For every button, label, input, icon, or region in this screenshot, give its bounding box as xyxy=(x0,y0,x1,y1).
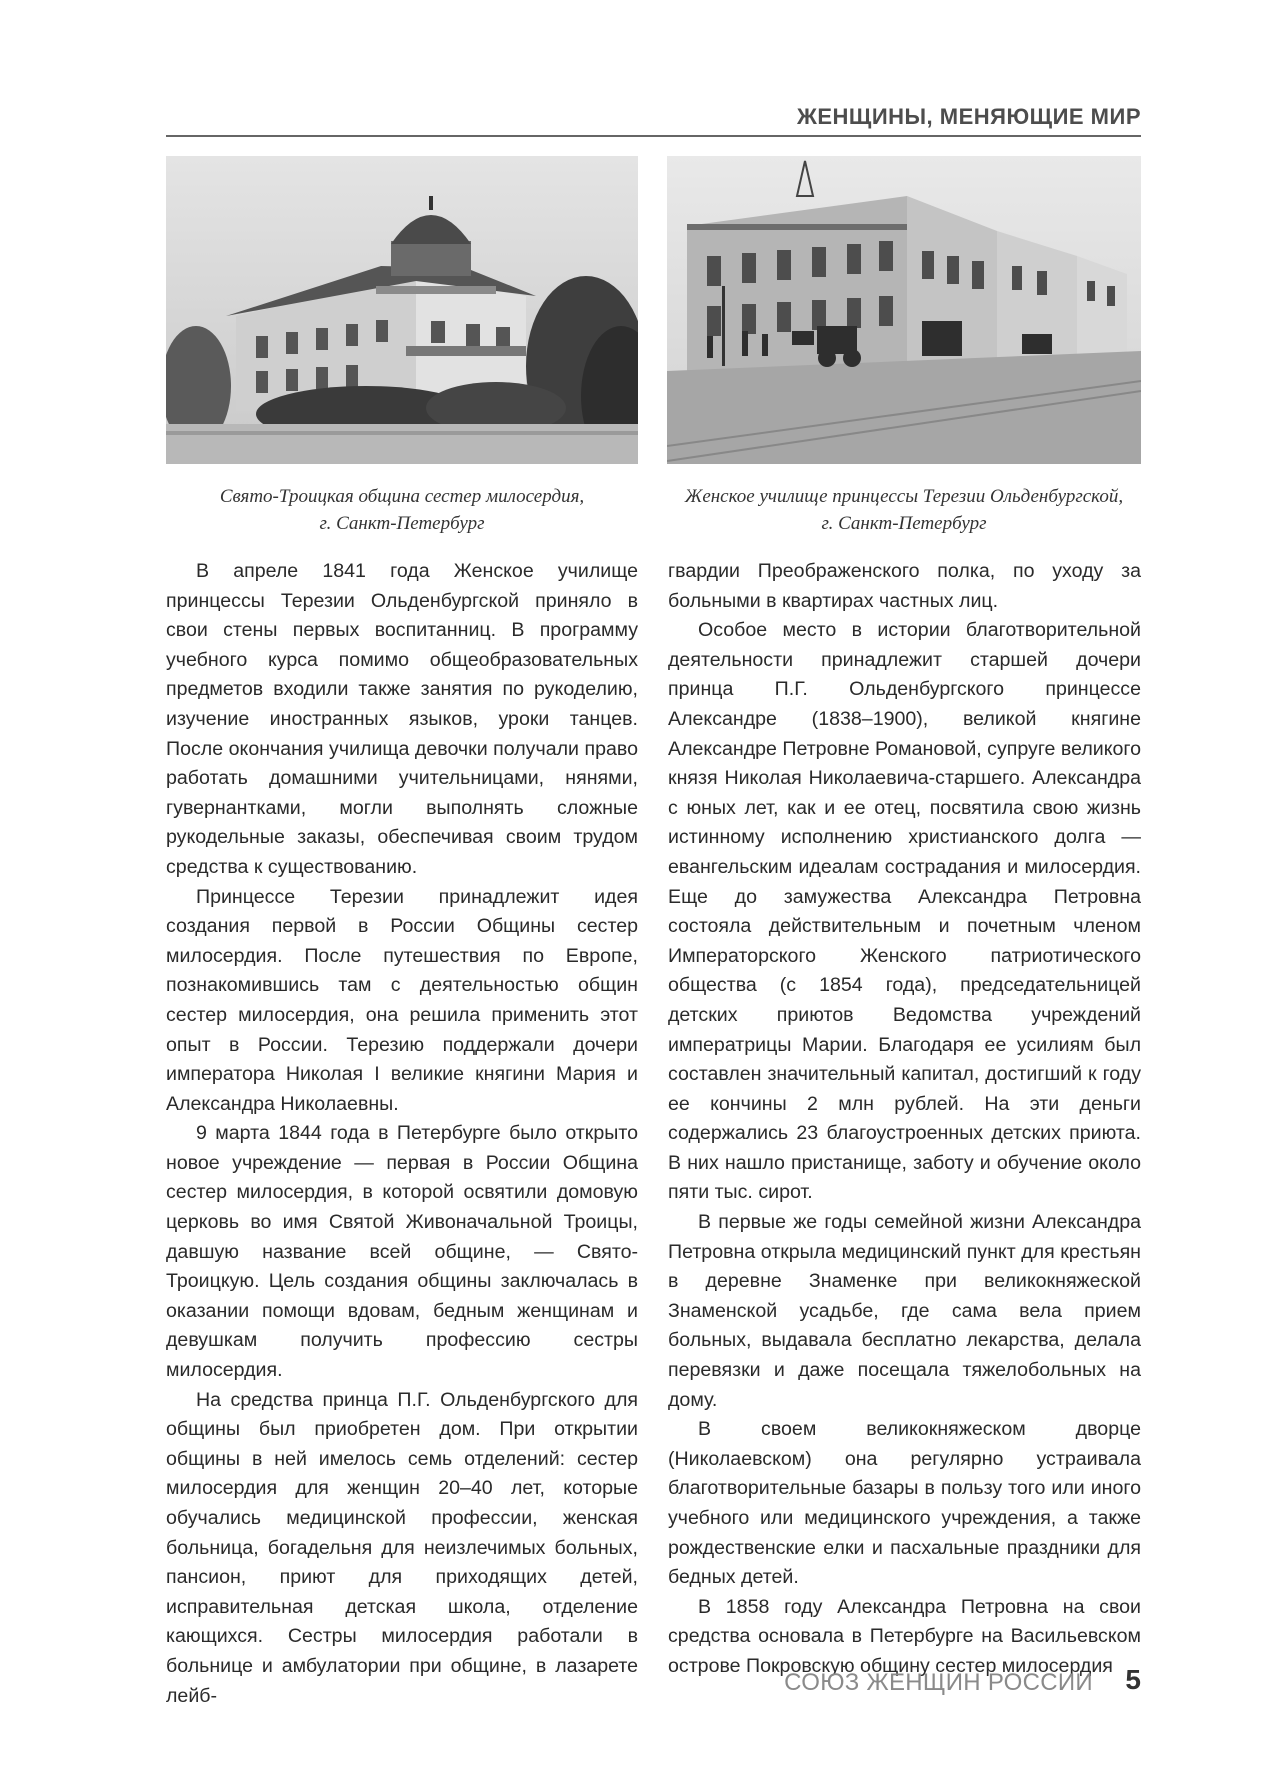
body-paragraph: Принцессе Терезии принадлежит идея создания первой в России Общины сестер милосердия. После путешествия по Европе, познакомившись там с деятельностью общин сестер милосердия, она решила применить этот опыт в России. Терезию поддержали дочери императора Николая I великие княгини Мария и Александра Николаевны. xyxy=(166,885,638,1115)
caption-line: г. Санкт-Петербург xyxy=(319,513,485,534)
right-column xyxy=(668,557,1141,1682)
caption-line: Свято-Троицкая община сестер милосердия, xyxy=(219,486,585,507)
page-number: 5 xyxy=(1125,1664,1141,1695)
body-paragraph: В апреле 1841 года Женское училище принцессы Терезии Ольденбургской приняло в свои стены первых воспитанниц. В программу учебного курса помимо общеобразовательных предметов входили также занятия по рукоделию, изучение иностранных языков, уроки танцев. После окончания училища девочки получали право работать домашними учительницами, нянями, гувернантками, могли выполнять сложные рукодельные заказы, обеспечивая своим трудом средства к существованию. xyxy=(166,560,638,878)
header-rule xyxy=(166,135,1141,137)
body-paragraph: Особое место в истории благотворительной деятельности принадлежит старшей дочери принца П.Г. Ольденбургского принцессе Александре (1838–1900), великой княгине Александре Петровне Романовой, супруге великого князя Николая Николаевича-старшего. Александра с юных лет, как и ее отец, посвятила свою жизнь истинному исполнению христианского долга — евангельским идеалам сострадания и милосердия. Еще до замужества Александра Петровна состояла действительным и почетным членом Императорского Женского патриотического общества (с 1854 года), председательницей детских приютов Ведомства учреждений императрицы Марии. Благодаря ее усилиям был составлен значительный капитал, достигший к году ее кончины 2 млн рублей. На эти деньги содержались 23 благоустроенных детских приюта. В них нашло пристанище, заботу и обучение около пяти тыс. сирот. xyxy=(668,619,1142,1204)
caption-line: г. Санкт-Петербург xyxy=(821,513,987,534)
body-paragraph: В 1858 году Александра Петровна на свои средства основала в Петербурге на Васильевском острове Покровскую общину сестер милосердия xyxy=(668,1595,1141,1677)
body-paragraph: В своем великокняжеском дворце (Николаевском) она регулярно устраивала благотворительные базары в пользу того или иного учебного или медицинского учреждения, а также рождественские елки и пасхальные праздники для бедных детей. xyxy=(668,1418,1141,1589)
figure-caption-right xyxy=(667,483,1141,537)
caption-line: Женское училище принцессы Терезии Ольденбургской, xyxy=(684,486,1124,507)
body-paragraph: В первые же годы семейной жизни Александра Петровна открыла медицинский пункт для крестьян в деревне Знаменке при великокняжеской Знаменской усадьбе, где сама вела прием больных, выдавала бесплатно лекарства, делала перевязки и даже посещала тяжелобольных на дому. xyxy=(668,1211,1141,1411)
zhenskoe-uchilishche-photo xyxy=(667,156,1141,464)
svyato-troitskaya-obshchina-photo xyxy=(166,156,638,464)
body-paragraph: 9 марта 1844 года в Петербурге было открыто новое учреждение — первая в России Община сестер милосердия, в которой освятили домовую церковь во имя Святой Живоначальной Троицы, давшую название всей общине, — Свято-Троицкую. Цель создания общины заключалась в оказании помощи вдовам, бедным женщинам и девушкам получить профессию сестры милосердия. xyxy=(166,1122,638,1382)
running-header: ЖЕНЩИНЫ, МЕНЯЮЩИЕ МИР xyxy=(796,104,1141,129)
left-column xyxy=(166,557,638,1711)
figure-caption-left xyxy=(166,483,638,537)
footer-publication-title: СОЮЗ ЖЕНЩИН РОССИИ xyxy=(784,1669,1093,1696)
body-paragraph: На средства принца П.Г. Ольденбургского для общины был приобретен дом. При открытии общины в ней имелось семь отделений: сестер милосердия для женщин 20–40 лет, которые обучались медицинской профессии, женская больница, богадельня для неизлечимых больных, пансион, приют для приходящих детей, исправительная детская школа, отделение кающихся. Сестры милосердия работали в больнице и амбулатории при общине, в лазарете лейб- xyxy=(166,1388,638,1707)
body-paragraph-continuation: гвардии Преображенского полка, по уходу за больными в квартирах частных лиц. xyxy=(668,560,1141,612)
